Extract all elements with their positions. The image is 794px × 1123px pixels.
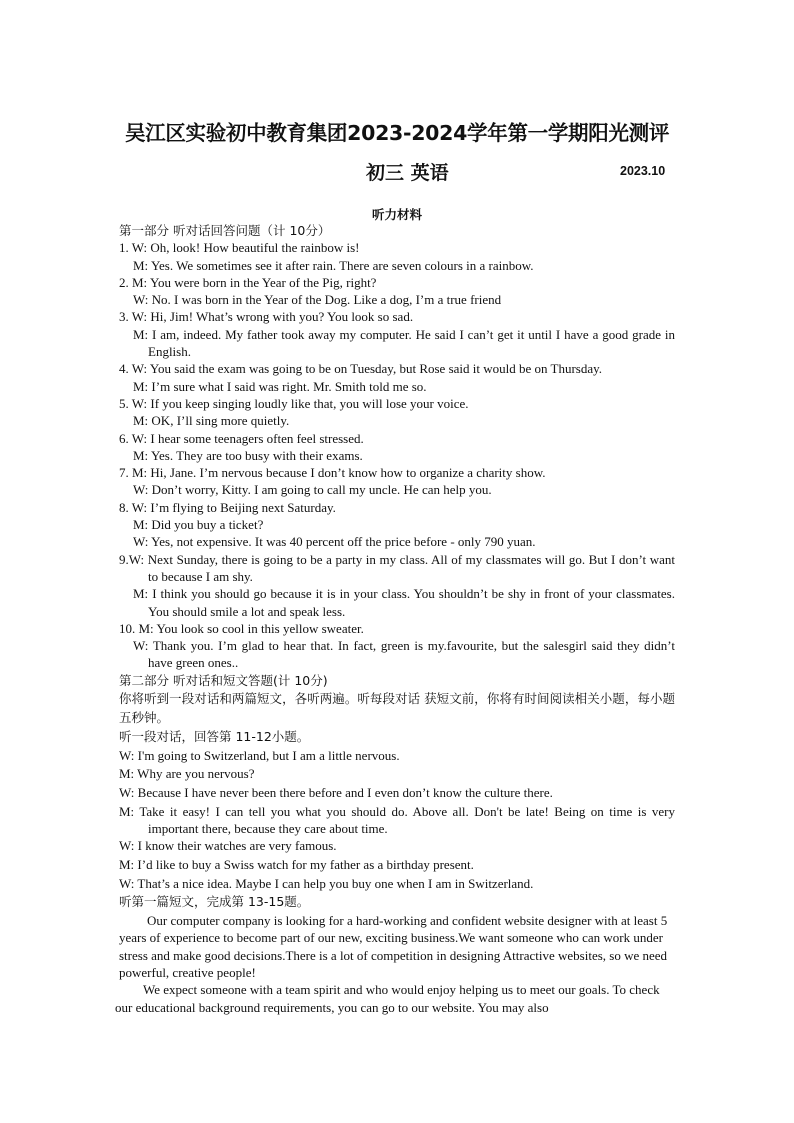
dialog-line: M: Yes. They are too busy with their exams. xyxy=(133,447,363,463)
exam-date: 2023.10 xyxy=(620,164,666,178)
document-body xyxy=(115,222,675,1016)
dialog-line: W: That’s a nice idea. Maybe I can help you buy one when I am in Switzerland. xyxy=(119,875,534,891)
dialog-line: M: I’m sure what I said was right. Mr. Smith told me so. xyxy=(133,378,427,394)
exam-title: 吴江区实验初中教育集团2023-2024学年第一学期阳光测评 xyxy=(124,121,670,145)
dialog-line: 8. W: I’m flying to Beijing next Saturday. xyxy=(119,499,336,515)
dialog-line: M: I think you should go because it is in your class. You shouldn’t be shy in front of your classmates. You should smile a lot and speak less. xyxy=(133,586,675,619)
dialog-line: 7. M: Hi, Jane. I’m nervous because I don’t know how to organize a charity show. xyxy=(119,465,546,481)
dialog-line: W: Yes, not expensive. It was 40 percent off the price before - only 790 yuan. xyxy=(133,534,536,550)
dialog-line: M: I’d like to buy a Swiss watch for my father as a birthday present. xyxy=(119,856,474,872)
dialog-line: M: Yes. We sometimes see it after rain. There are seven colours in a rainbow. xyxy=(133,257,534,273)
part2-intro: 你将听到一段对话和两篇短文，各听两遍。听每段对话 获短文前，你将有时间阅读相关小题，每小题五秒钟。 xyxy=(119,691,675,726)
dialog-line: W: I know their watches are very famous. xyxy=(119,838,337,854)
dialog-heading: 听一段对话，回答第 11-12小题。 xyxy=(119,728,310,744)
dialog-line: W: Don’t worry, Kitty. I am going to call my uncle. He can help you. xyxy=(133,482,492,498)
dialog-line: 6. W: I hear some teenagers often feel stressed. xyxy=(119,430,364,446)
section-title: 听力材料 xyxy=(371,207,422,222)
dialog-line: M: OK, I’ll sing more quietly. xyxy=(133,413,290,429)
dialog-line: 4. W: You said the exam was going to be on Tuesday, but Rose said it would be on Thursday. xyxy=(119,361,603,377)
dialog-line: M: Why are you nervous? xyxy=(119,766,255,782)
exam-subtitle: 初三 英语 xyxy=(366,162,449,184)
part1-heading: 第一部分 听对话回答问题（计 10分） xyxy=(119,223,331,238)
dialog-line: 3. W: Hi, Jim! What’s wrong with you? You look so sad. xyxy=(119,309,414,325)
part2-heading: 第二部分 听对话和短文答题(计 10分) xyxy=(119,672,328,688)
dialog-line: W: Because I have never been there before and I even don’t know the culture there. xyxy=(119,784,553,800)
dialog-line: M: Take it easy! I can tell you what you should do. Above all. Don't be late! Being on time is very important there, because they care about time. xyxy=(119,803,675,836)
dialog-line: 1. W: Oh, look! How beautiful the rainbow is! xyxy=(119,240,360,256)
dialog-line: 10. M: You look so cool in this yellow sweater. xyxy=(119,620,364,636)
dialog-line: 9.W: Next Sunday, there is going to be a party in my class. All of my classmates will go. But I don’t want to because I am shy. xyxy=(119,551,675,584)
passage-paragraph: We expect someone with a team spirit and who would enjoy helping us to meet our goals. To check our educational background requirements, you can go to our website. You may also xyxy=(115,982,660,1015)
dialog-line: 2. M: You were born in the Year of the Pig, right? xyxy=(119,274,377,290)
dialog-line: W: I'm going to Switzerland, but I am a little nervous. xyxy=(119,747,400,763)
passage1-heading: 听第一篇短文，完成第 13-15题。 xyxy=(119,894,310,910)
dialog-line: W: Thank you. I’m glad to hear that. In fact, green is my.favourite, but the salesgirl said they didn’t have green ones.. xyxy=(133,638,675,671)
passage-paragraph: Our computer company is looking for a hard-working and confident website designer with at least 5 years of experience to become part of our new, exciting business.We want someone who can work under stress and make good decisions.There is a lot of competition in designing Attractive websites, so we need powerful, creative people! xyxy=(119,913,668,980)
dialog-line: 5. W: If you keep singing loudly like that, you will lose your voice. xyxy=(119,395,469,411)
part2 xyxy=(115,672,675,1016)
dialog-line: W: No. I was born in the Year of the Dog. Like a dog, I’m a true friend xyxy=(133,292,502,308)
dialog-line: M: Did you buy a ticket? xyxy=(133,517,264,533)
dialog-line: M: I am, indeed. My father took away my computer. He said I can’t get it until I have a good grade in English. xyxy=(133,326,675,360)
